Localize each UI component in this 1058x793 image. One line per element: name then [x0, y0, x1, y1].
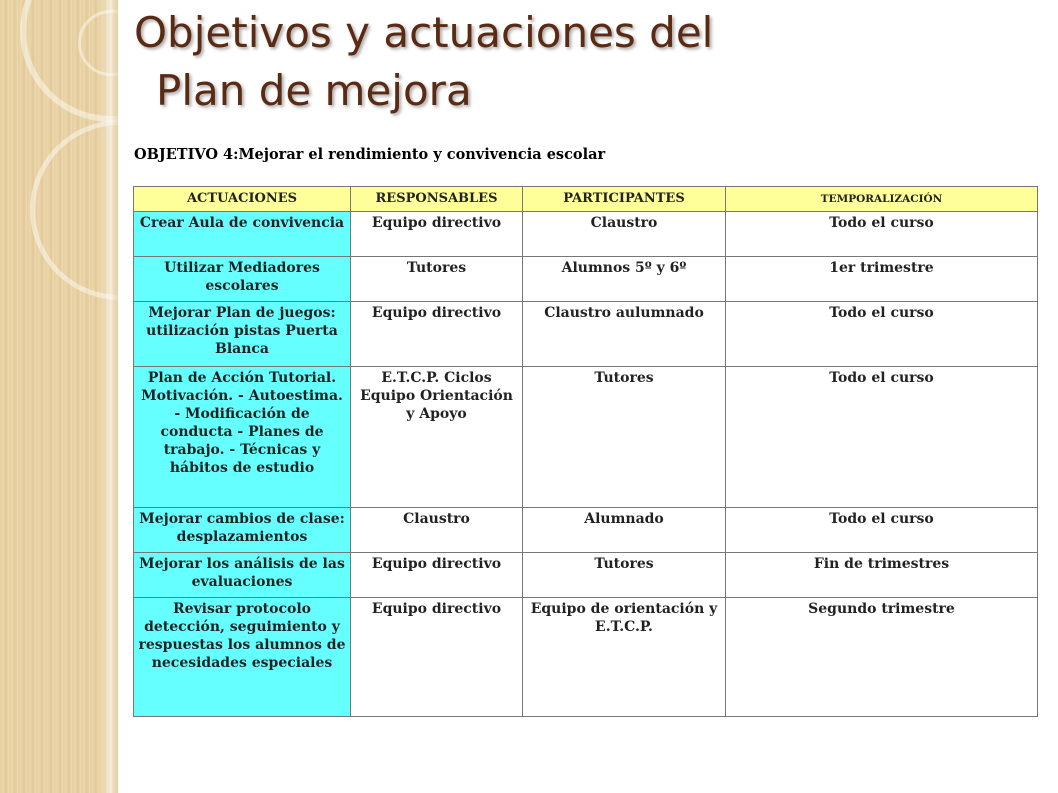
cell-responsables: Tutores [351, 257, 523, 302]
header-temporalizacion: TEMPORALIZACIÓN [726, 187, 1038, 212]
decorative-sidebar [0, 0, 118, 793]
cell-actuacion: Utilizar Mediadores escolares [134, 257, 351, 302]
table-row [134, 302, 1038, 367]
header-responsables: RESPONSABLES [351, 187, 523, 212]
cell-responsables: E.T.C.P. Ciclos Equipo Orientación y Apoyo [351, 367, 523, 508]
cell-temporalizacion: Fin de trimestres [726, 553, 1038, 598]
table-header-row [134, 187, 1038, 212]
cell-actuacion: Crear Aula de convivencia [134, 212, 351, 257]
cell-responsables: Equipo directivo [351, 553, 523, 598]
header-participantes: PARTICIPANTES [523, 187, 726, 212]
cell-responsables: Equipo directivo [351, 598, 523, 717]
cell-temporalizacion: Todo el curso [726, 508, 1038, 553]
table-row [134, 257, 1038, 302]
cell-actuacion: Plan de Acción Tutorial. Motivación. - Autoestima. - Modificación de conducta - Planes de trabajo. - Técnicas y hábitos de estudio [134, 367, 351, 508]
cell-responsables: Claustro [351, 508, 523, 553]
cell-participantes: Claustro [523, 212, 726, 257]
slide-title-line2: Plan de mejora [156, 66, 472, 115]
cell-temporalizacion: Todo el curso [726, 212, 1038, 257]
cell-temporalizacion: Todo el curso [726, 302, 1038, 367]
cell-actuacion: Mejorar los análisis de las evaluaciones [134, 553, 351, 598]
cell-participantes: Claustro aulumnado [523, 302, 726, 367]
cell-responsables: Equipo directivo [351, 212, 523, 257]
actions-table [133, 186, 1038, 717]
cell-participantes: Alumnado [523, 508, 726, 553]
sidebar-sheen [100, 0, 118, 793]
cell-participantes: Tutores [523, 367, 726, 508]
slide-title [134, 4, 1034, 120]
cell-temporalizacion: Todo el curso [726, 367, 1038, 508]
table-row [134, 598, 1038, 717]
cell-responsables: Equipo directivo [351, 302, 523, 367]
header-actuaciones: ACTUACIONES [134, 187, 351, 212]
table-row [134, 367, 1038, 508]
cell-temporalizacion: 1er trimestre [726, 257, 1038, 302]
table-row [134, 553, 1038, 598]
cell-participantes: Equipo de orientación y E.T.C.P. [523, 598, 726, 717]
table-row [134, 212, 1038, 257]
slide-title-line1: Objetivos y actuaciones del [134, 8, 714, 57]
cell-participantes: Alumnos 5º y 6º [523, 257, 726, 302]
objective-heading: OBJETIVO 4:Mejorar el rendimiento y convivencia escolar [134, 146, 606, 163]
cell-actuacion: Mejorar cambios de clase: desplazamientos [134, 508, 351, 553]
cell-actuacion: Revisar protocolo detección, seguimiento y respuestas los alumnos de necesidades especiales [134, 598, 351, 717]
table-row [134, 508, 1038, 553]
cell-participantes: Tutores [523, 553, 726, 598]
cell-actuacion: Mejorar Plan de juegos: utilización pistas Puerta Blanca [134, 302, 351, 367]
cell-temporalizacion: Segundo trimestre [726, 598, 1038, 717]
